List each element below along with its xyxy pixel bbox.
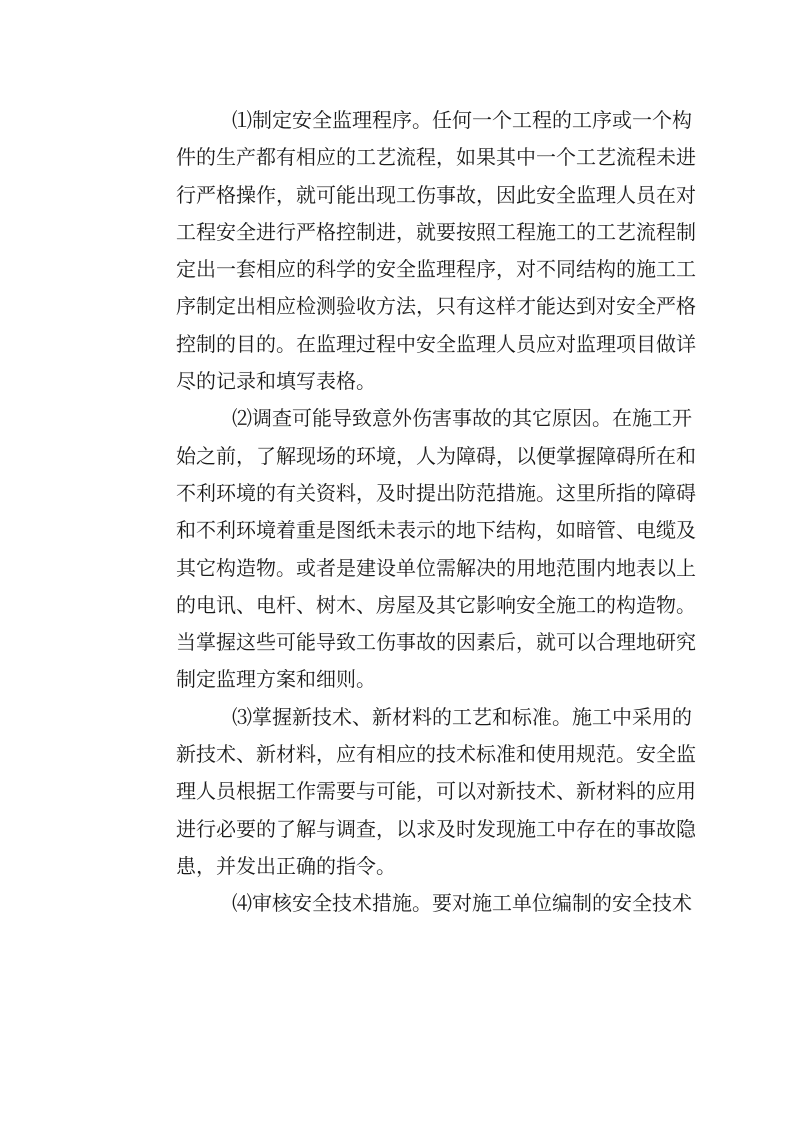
paragraph-line: 其它构造物。或者是建设单位需解决的用地范围内地表以上 xyxy=(176,555,696,580)
document-body xyxy=(120,102,696,923)
paragraph-line: 不利环境的有关资料，及时提出防范措施。这里所指的障碍 xyxy=(176,480,696,505)
paragraph-line: 尽的记录和填写表格。 xyxy=(176,369,376,394)
paragraph-2 xyxy=(120,400,696,698)
paragraph-line: ⑵调查可能导致意外伤害事故的其它原因。在施工开 xyxy=(232,406,692,431)
paragraph-line: 序制定出相应检测验收方法，只有这样才能达到对安全严格 xyxy=(176,294,696,319)
paragraph-line: 和不利环境着重是图纸未表示的地下结构，如暗管、电缆及 xyxy=(176,518,696,543)
paragraph-line: 件的生产都有相应的工艺流程，如果其中一个工艺流程未进 xyxy=(176,145,696,170)
paragraph-line: 新技术、新材料，应有相应的技术标准和使用规范。安全监 xyxy=(176,742,696,767)
paragraph-line: 定出一套相应的科学的安全监理程序，对不同结构的施工工 xyxy=(176,257,696,282)
paragraph-line: 理人员根据工作需要与可能，可以对新技术、新材料的应用 xyxy=(176,779,696,804)
paragraph-line: 当掌握这些可能导致工伤事故的因素后，就可以合理地研究 xyxy=(176,630,696,655)
paragraph-line: 行严格操作，就可能出现工伤事故，因此安全监理人员在对 xyxy=(176,182,696,207)
paragraph-4 xyxy=(120,885,692,922)
paragraph-line: 制定监理方案和细则。 xyxy=(176,667,376,692)
paragraph-line: 工程安全进行严格控制进，就要按照工程施工的工艺流程制 xyxy=(176,219,696,244)
paragraph-line: 控制的目的。在监理过程中安全监理人员应对监理项目做详 xyxy=(176,331,696,356)
paragraph-line: 患，并发出正确的指令。 xyxy=(176,853,396,878)
paragraph-line: 始之前，了解现场的环境，人为障碍，以便掌握障碍所在和 xyxy=(176,443,696,468)
paragraph-3 xyxy=(120,699,696,885)
paragraph-line: 进行必要的了解与调查，以求及时发现施工中存在的事故隐 xyxy=(176,816,696,841)
paragraph-1 xyxy=(120,102,696,400)
paragraph-line: ⑷审核安全技术措施。要对施工单位编制的安全技术 xyxy=(232,891,692,916)
paragraph-line: ⑶掌握新技术、新材料的工艺和标准。施工中采用的 xyxy=(232,704,692,729)
paragraph-line: ⑴制定安全监理程序。任何一个工程的工序或一个构 xyxy=(232,108,692,132)
paragraph-line: 的电讯、电杆、树木、房屋及其它影响安全施工的构造物。 xyxy=(176,592,696,617)
